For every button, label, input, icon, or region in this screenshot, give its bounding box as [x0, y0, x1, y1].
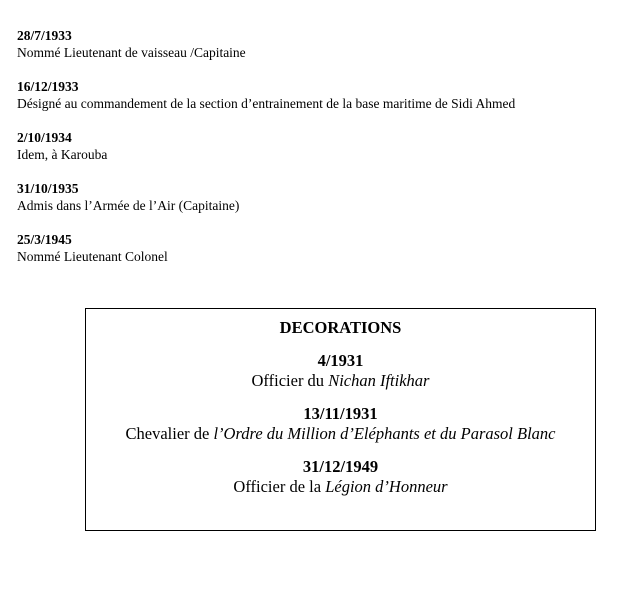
- career-timeline: [17, 27, 617, 282]
- entry-date: 31/10/1935: [17, 181, 79, 196]
- decoration-item: [86, 351, 595, 391]
- decoration-name: Légion d’Honneur: [325, 477, 448, 496]
- entry-text: Admis dans l’Armée de l’Air (Capitaine): [17, 198, 240, 213]
- decoration-date: 4/1931: [317, 351, 364, 370]
- decoration-prefix: Chevalier de: [125, 424, 214, 443]
- decoration-prefix: Officier du: [251, 371, 329, 390]
- entry-date: 28/7/1933: [17, 28, 72, 43]
- decoration-item: [86, 457, 595, 497]
- career-entry: [17, 231, 617, 265]
- decorations-box: [85, 308, 596, 531]
- decoration-name: l’Ordre du Million d’Eléphants et du Parasol Blanc: [213, 424, 556, 443]
- decoration-date: 13/11/1931: [303, 404, 378, 423]
- decoration-prefix: Officier de la: [233, 477, 326, 496]
- entry-text: Désigné au commandement de la section d’entrainement de la base maritime de Sidi Ahmed: [17, 96, 516, 111]
- entry-date: 2/10/1934: [17, 130, 72, 145]
- decoration-date: 31/12/1949: [302, 457, 379, 476]
- decoration-name: Nichan Iftikhar: [328, 371, 430, 390]
- entry-date: 25/3/1945: [17, 232, 72, 247]
- entry-text: Nommé Lieutenant de vaisseau /Capitaine: [17, 45, 246, 60]
- career-entry: [17, 129, 617, 163]
- career-entry: [17, 78, 617, 112]
- decoration-line: [86, 371, 595, 391]
- career-entry: [17, 180, 617, 214]
- career-entry: [17, 27, 617, 61]
- decorations-title: DECORATIONS: [279, 318, 402, 337]
- decoration-item: [86, 404, 595, 444]
- decoration-line: [86, 424, 595, 444]
- entry-text: Idem, à Karouba: [17, 147, 108, 162]
- entry-text: Nommé Lieutenant Colonel: [17, 249, 168, 264]
- entry-date: 16/12/1933: [17, 79, 79, 94]
- decoration-line: [86, 477, 595, 497]
